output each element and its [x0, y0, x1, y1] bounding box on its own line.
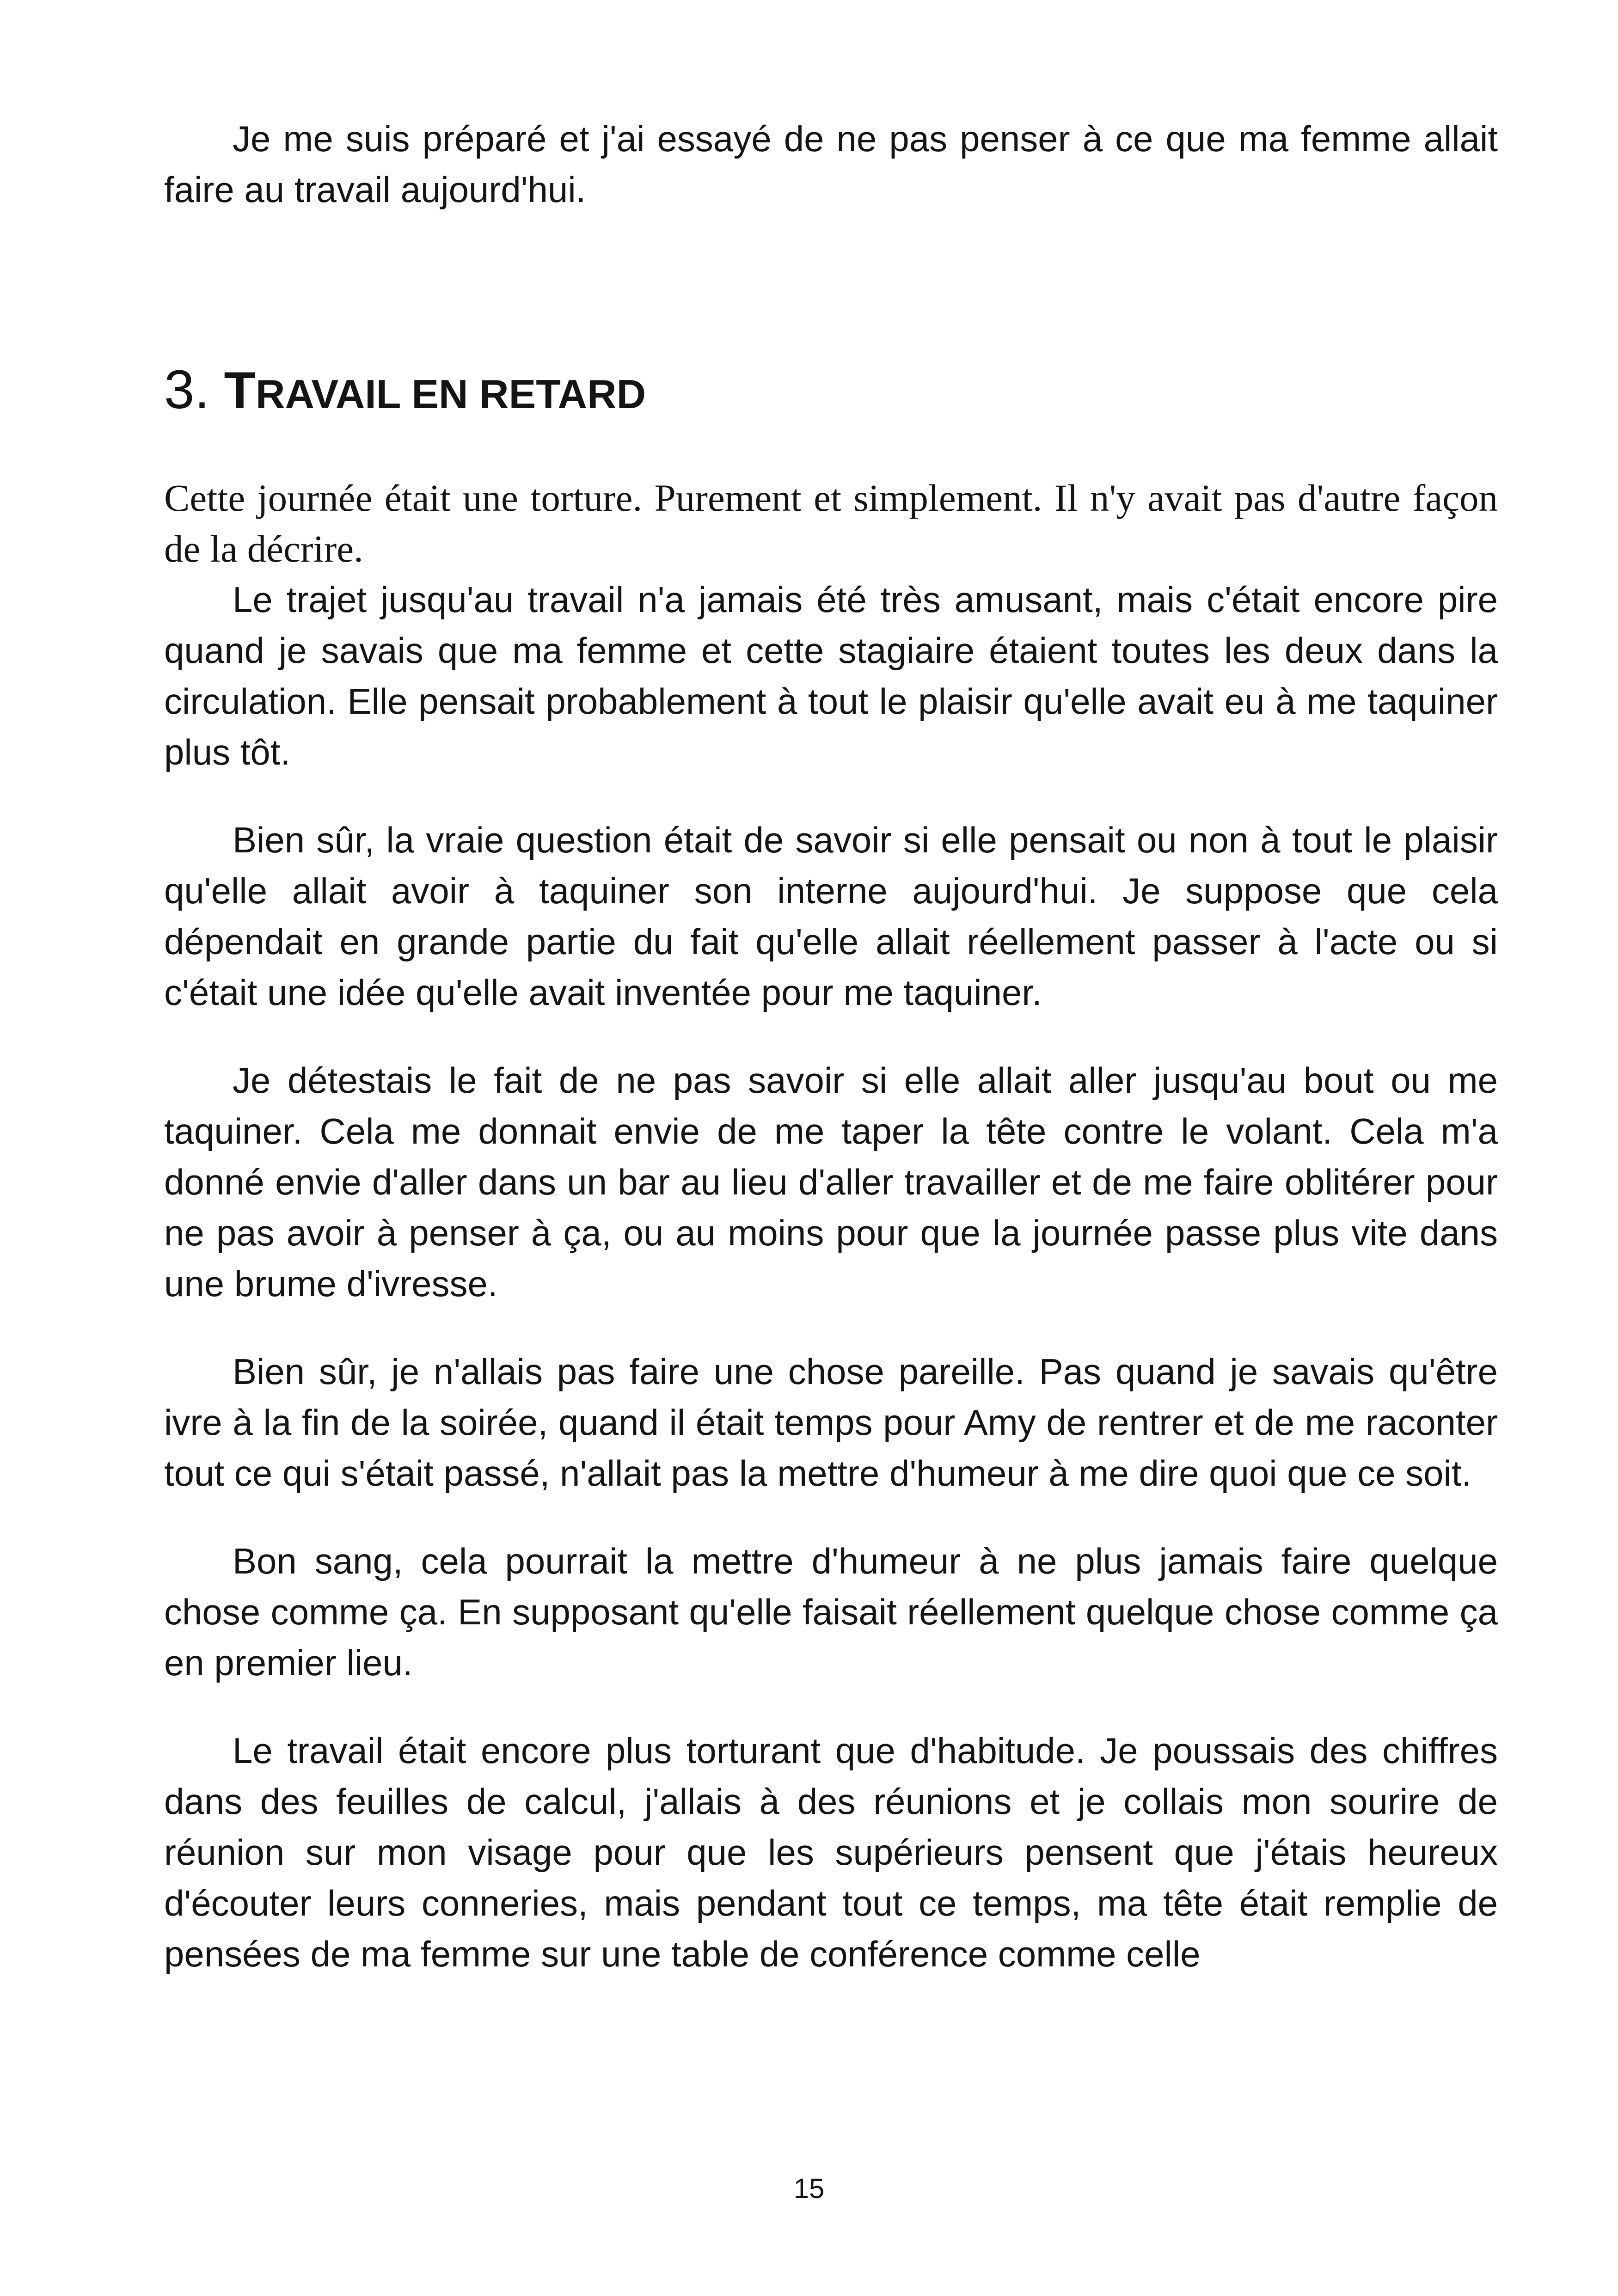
paragraph: Bien sûr, je n'allais pas faire une chose pareille. Pas quand je savais qu'être ivre à la fin de la soirée, quand il était temps pour Amy de rentrer et de me raconter tout ce qui s'était passé, n'allait pas la mettre d'humeur à me dire quoi que ce soit. [164, 1351, 1498, 1494]
paragraph: Bien sûr, la vraie question était de savoir si elle pensait ou non à tout le plaisir qu'elle allait avoir à taquiner son interne aujourd'hui. Je suppose que cela dépendait en grande partie du fait qu'elle allait réellement passer à l'acte ou si c'était une idée qu'elle avait inventée pour me taquiner. [164, 820, 1498, 1013]
paragraph: Je me suis préparé et j'ai essayé de ne pas penser à ce que ma femme allait faire au travail aujourd'hui. [164, 118, 1498, 210]
chapter-title-initial: T [224, 361, 256, 419]
page-number: 15 [793, 2173, 825, 2204]
paragraph: Le travail était encore plus torturant que d'habitude. Je poussais des chiffres dans des feuilles de calcul, j'allais à des réunions et je collais mon sourire de réunion sur mon visage pour que les supérieurs pensent que j'étais heureux d'écouter leurs conneries, mais pendant tout ce temps, ma tête était remplie de pensées de ma femme sur une table de conférence comme celle [164, 1730, 1498, 1974]
paragraph: Bon sang, cela pourrait la mettre d'humeur à ne plus jamais faire quelque chose comme ça. En supposant qu'elle faisait réellement quelque chose comme ça en premier lieu. [164, 1541, 1498, 1683]
opening-text [164, 113, 1498, 215]
paragraph: Le trajet jusqu'au travail n'a jamais été très amusant, mais c'était encore pire quand je savais que ma femme et cette stagiaire étaient toutes les deux dans la circulation. Elle pensait probablement à tout le plaisir qu'elle avait eu à me taquiner plus tôt. [164, 579, 1498, 772]
chapter-title-rest: RAVAIL EN RETARD [255, 371, 646, 417]
paragraph: Je détestais le fait de ne pas savoir si elle allait aller jusqu'au bout ou me taquiner. Cela me donnait envie de me taper la tête contre le volant. Cela m'a donné envie d'aller dans un bar au lieu d'aller travailler et de me faire oblitérer pour ne pas avoir à penser à ça, ou au moins pour que la journée passe plus vite dans une brume d'ivresse. [164, 1060, 1498, 1304]
chapter-number: 3. [164, 359, 210, 420]
lead-paragraph: Cette journée était une torture. Purement et simplement. Il n'y avait pas d'autre façon de la décrire. [164, 477, 1498, 570]
chapter-body [164, 472, 1498, 1979]
chapter-heading [164, 360, 646, 424]
